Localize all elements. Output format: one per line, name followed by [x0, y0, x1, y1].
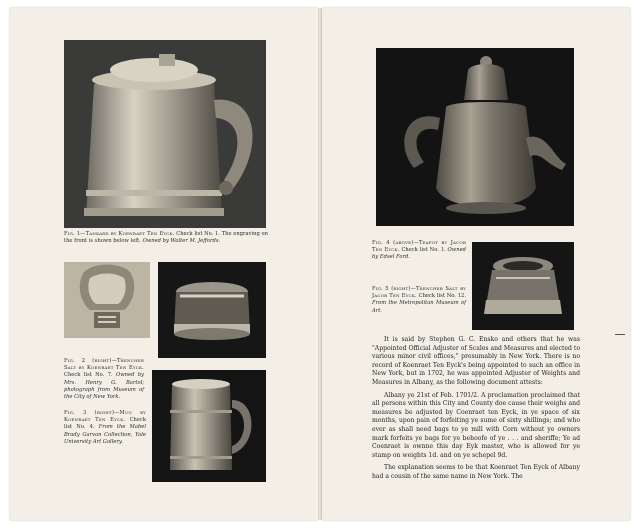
fig3-caption	[64, 410, 146, 446]
fig3-owner: From the Mabel Brady Garvan Collection, Yale University Art Gallery.	[64, 424, 146, 445]
fig2-owner: Owned by Mrs. Henry G. Bartol; photograph from Museum of the City of New York.	[64, 372, 144, 401]
engraving-photo	[64, 262, 150, 338]
fig1-lead: Fig. 1—Tankard by Koenraet Ten Eyck.	[64, 231, 175, 237]
fig2-caption	[64, 358, 144, 401]
fig4-owner: Owned by Edsel Ford.	[372, 247, 466, 261]
fig5-body: Check list No. 12.	[418, 293, 466, 300]
column-divider	[615, 334, 625, 335]
fig5-owner: From the Metropolitan Museum of Art.	[372, 300, 466, 314]
fig5-lead: Fig. 5 (right)—Trencher Salt by Jacob Ten Eyck.	[372, 286, 466, 300]
trencher-salt-2-image	[472, 242, 574, 330]
fig4-lead: Fig. 4 (above)—Teapot by Jacob Ten Eyck.	[372, 240, 466, 254]
article-paragraph: It is said by Stephen G. C. Ensko and others that he was "Appointed Official Adjuster of Scales and Measures and elected to various minor civil offices," presumably in New York. There is no record of Koenraet Ten Eyck's being appointed to such an office in New York, but in 1702, he was appointed Adjuster of Weights and Measures in Albany, as the following document attests:	[372, 336, 580, 386]
trencher-salt-2-photo	[472, 242, 574, 330]
article-paragraph: The explanation seems to be that Koenraet Ten Eyck of Albany had a cousin of the same name in New York. The	[372, 464, 580, 480]
tankard-image	[64, 40, 266, 228]
mug-image	[152, 370, 266, 482]
fig1-owner: Owned by Walter M. Jeffords.	[142, 238, 221, 245]
fig4-caption	[372, 240, 466, 262]
fig1-body: Check list No. 1. The engraving on the front is shown below left.	[64, 231, 268, 245]
trencher-salt-photo	[158, 262, 266, 358]
teapot-image	[376, 48, 574, 226]
fig4-body: Check list No. 1.	[401, 247, 446, 254]
teapot-photo	[376, 48, 574, 226]
fig3-lead: Fig. 3 (right)—Mug by Koenraet Ten Eyck.	[64, 410, 146, 424]
fig2-lead: Fig. 2 (right)—Trencher Salt by Koenraet Ten Eyck.	[64, 358, 144, 372]
fig5-caption	[372, 286, 466, 315]
mug-photo	[152, 370, 266, 482]
article-body	[372, 336, 580, 486]
fig1-caption	[64, 231, 268, 245]
fig3-body: Check list No. 4.	[64, 417, 146, 431]
tankard-photo	[64, 40, 266, 228]
fig2-body: Check list No. 7.	[64, 372, 113, 379]
trencher-salt-image	[158, 262, 266, 358]
engraving-image	[64, 262, 150, 338]
article-paragraph: Albany ye 21st of Feb. 1701/2. A proclamation proclaimed that all persons within this City and County doe cause their weighs and measures be adjusted by Coenraet ten Eyck, in ye space of six months, upon pain of forfeiting ye sume of sixty shillings; and who ever as shall need bags to ye mill with Corn without ye owners mark forfeits ye bags for ye behoofe of ye . . . and sheriffe; Ye ad Coenraet is ownne this day Eyk master, who is allowed for ye stamp on weights 1d. and on ye schepel 9d.	[372, 391, 580, 459]
